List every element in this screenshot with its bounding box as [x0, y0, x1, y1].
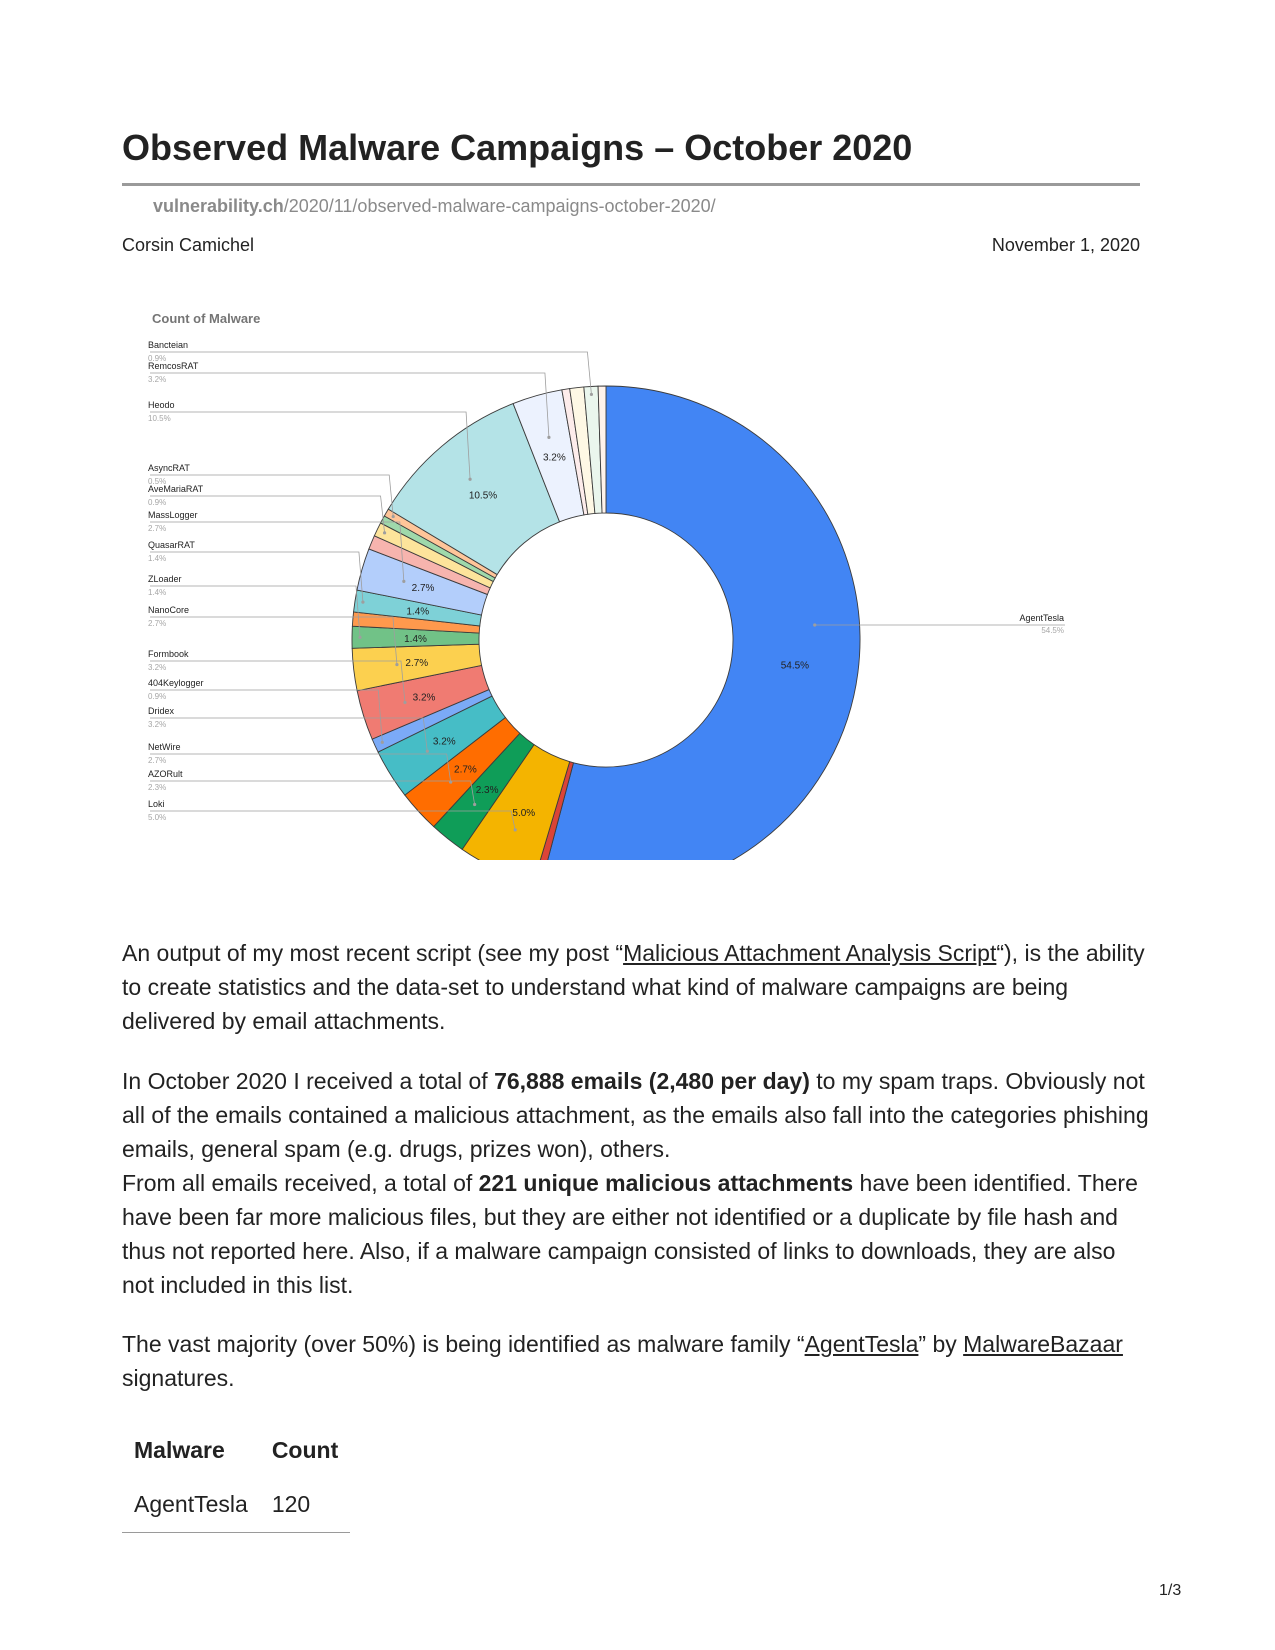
- link-agenttesla[interactable]: AgentTesla: [804, 1331, 919, 1357]
- legend-label-404keylogger: 404Keylogger: [148, 678, 204, 688]
- slice-value-label-agenttesla: 54.5%: [780, 660, 810, 672]
- legend-percent-asyncrat: 0.5%: [148, 477, 167, 486]
- legend-percent-quasarrat: 1.4%: [148, 554, 167, 563]
- stats-emails-total: 76,888 emails (2,480 per day): [494, 1068, 810, 1094]
- legend-percent-heodo: 10.5%: [148, 414, 171, 423]
- leader-line-404keylogger: [150, 690, 382, 742]
- leader-dot-nanocore: [395, 663, 398, 666]
- majority-text-a: The vast majority (over 50%) is being identified as malware family “: [122, 1331, 805, 1357]
- legend-percent-formbook: 3.2%: [148, 663, 167, 672]
- legend-percent-bancteian: 0.9%: [148, 354, 167, 363]
- legend-label-zloader: ZLoader: [148, 574, 182, 584]
- legend-percent-netwire: 2.7%: [148, 756, 167, 765]
- leader-dot-asyncrat: [392, 515, 395, 518]
- legend-label-bancteian: Bancteian: [148, 340, 189, 350]
- table-header-row: [122, 1424, 350, 1476]
- legend-percent-nanocore: 2.7%: [148, 619, 167, 628]
- column-header-count: Count: [271, 1436, 339, 1463]
- legend-label-agenttesla: AgentTesla: [1019, 613, 1064, 623]
- author-name: Corsin Camichel: [122, 235, 255, 255]
- paragraph-statistics: [122, 1064, 1152, 1302]
- leader-dot-bancteian: [590, 393, 593, 396]
- stats-unique-attachments: 221 unique malicious attachments: [478, 1170, 854, 1196]
- majority-text-b: ” by: [918, 1331, 964, 1357]
- malware-donut-chart: [140, 300, 1100, 860]
- legend-percent-zloader: 1.4%: [148, 588, 167, 597]
- leader-dot-loki: [514, 828, 517, 831]
- stats-text-c: From all emails received, a total of: [122, 1170, 479, 1196]
- slice-value-label-netwire: 2.7%: [454, 764, 477, 776]
- legend-percent-loki: 5.0%: [148, 813, 167, 822]
- legend-label-quasarrat: QuasarRAT: [148, 540, 195, 550]
- leader-line-quasarrat: [150, 552, 363, 602]
- leader-dot-masslogger: [402, 580, 405, 583]
- leader-dot-agenttesla: [813, 623, 816, 626]
- legend-percent-remcosrat: 3.2%: [148, 375, 167, 384]
- majority-text-c: signatures.: [122, 1365, 235, 1391]
- legend-label-dridex: Dridex: [148, 706, 175, 716]
- legend-percent-404keylogger: 0.9%: [148, 692, 167, 701]
- column-header-malware: Malware: [134, 1436, 225, 1463]
- malware-count-table: [122, 1424, 350, 1533]
- slice-value-label-nanocore: 2.7%: [405, 658, 429, 670]
- legend-percent-agenttesla: 54.5%: [1041, 626, 1064, 635]
- source-url: [153, 196, 716, 217]
- link-malicious-attachment-analysis-script[interactable]: Malicious Attachment Analysis Script: [623, 940, 997, 966]
- publish-date: November 1, 2020: [991, 235, 1140, 255]
- legend-label-nanocore: NanoCore: [148, 605, 190, 615]
- legend-percent-azorult: 2.3%: [148, 783, 167, 792]
- stats-text-b: to my spam traps. Obviously not all of the emails contained a malicious attachment, as the emails also fall into the categories phishing emails, general spam (e.g. drugs, prizes won), others.: [122, 1068, 1149, 1162]
- url-path: /2020/11/observed-malware-campaigns-october-2020/: [283, 196, 716, 216]
- slice-value-label-formbook: 3.2%: [412, 692, 436, 704]
- paragraph-majority: [122, 1327, 1152, 1395]
- legend-label-remcosrat: RemcosRAT: [148, 361, 199, 371]
- stats-text-d: have been identified. There have been far more malicious files, but they are either not identified or a duplicate by file hash and thus not reported here. Also, if a malware campaign consisted of links to downloads, they are also not included in this list.: [122, 1170, 1138, 1298]
- slice-value-label-dridex: 3.2%: [432, 736, 456, 748]
- leader-dot-404keylogger: [381, 741, 384, 744]
- legend-label-formbook: Formbook: [148, 649, 189, 659]
- legend-label-masslogger: MassLogger: [148, 510, 198, 520]
- leader-dot-formbook: [403, 701, 406, 704]
- table-cell-malware: AgentTesla: [122, 1476, 260, 1533]
- slice-value-label-azorult: 2.3%: [475, 784, 499, 796]
- legend-percent-avemariarat: 0.9%: [148, 498, 167, 507]
- slice-value-label-zloader: 1.4%: [404, 633, 427, 645]
- intro-text-after: “), is the ability to create statistics and the data-set to understand what kind of malware campaigns are being delivered by email attachments.: [122, 940, 1145, 1034]
- table-row: [122, 1476, 350, 1533]
- legend-label-netwire: NetWire: [148, 742, 181, 752]
- slice-value-label-heodo: 10.5%: [468, 490, 498, 502]
- url-domain: vulnerability.ch: [153, 196, 284, 216]
- legend-label-azorult: AZORult: [148, 769, 183, 779]
- leader-dot-netwire: [449, 780, 452, 783]
- legend-percent-dridex: 3.2%: [148, 720, 167, 729]
- leader-dot-dridex: [426, 750, 429, 753]
- title-divider: [122, 183, 1140, 186]
- slice-value-label-masslogger: 2.7%: [411, 582, 435, 594]
- leader-dot-avemariarat: [383, 531, 386, 534]
- stats-text-a: In October 2020 I received a total of: [122, 1068, 495, 1094]
- paragraph-intro: [122, 936, 1152, 1038]
- legend-label-heodo: Heodo: [148, 400, 175, 410]
- table-cell-count: 120: [260, 1476, 350, 1533]
- page-number: 1/3: [1159, 1582, 1182, 1599]
- slice-value-label-remcosrat: 3.2%: [542, 452, 566, 464]
- leader-dot-quasarrat: [361, 601, 364, 604]
- leader-dot-azorult: [473, 803, 476, 806]
- leader-dot-remcosrat: [547, 436, 550, 439]
- link-malwarebazaar[interactable]: MalwareBazaar: [963, 1331, 1123, 1357]
- chart-title: Count of Malware: [152, 311, 261, 326]
- legend-label-asyncrat: AsyncRAT: [148, 463, 190, 473]
- legend-percent-masslogger: 2.7%: [148, 524, 167, 533]
- slice-value-label-loki: 5.0%: [512, 807, 536, 819]
- page-title: Observed Malware Campaigns – October 2020: [122, 127, 913, 168]
- legend-label-loki: Loki: [148, 799, 165, 809]
- intro-text-before: An output of my most recent script (see my post “: [122, 940, 624, 966]
- leader-dot-zloader: [358, 636, 361, 639]
- legend-label-avemariarat: AveMariaRAT: [148, 484, 204, 494]
- slice-value-label-quasarrat: 1.4%: [406, 606, 430, 618]
- leader-dot-heodo: [468, 478, 471, 481]
